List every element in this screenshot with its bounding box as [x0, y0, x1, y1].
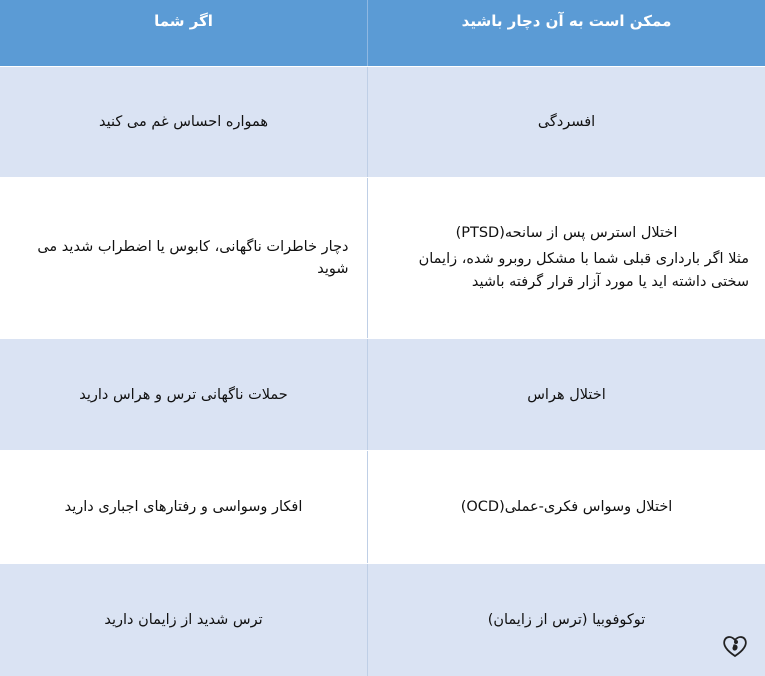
table-row: [0, 66, 765, 177]
condition-block: [384, 222, 749, 294]
symptom-text: حملات ناگهانی ترس و هراس دارید: [79, 386, 288, 403]
condition-note-text: مثلا اگر بارداری قبلی شما با مشکل روبرو شده، زایمان سختی داشته اید یا مورد آزار قرار گرفته باشید: [418, 251, 749, 290]
condition-text: اختلال استرس پس از سانحه(PTSD): [455, 225, 678, 241]
table-row: [0, 338, 765, 450]
condition-cell: [368, 178, 765, 338]
pregnancy-heart-logo-icon: [721, 632, 749, 660]
symptom-text: دچار خاطرات ناگهانی، کابوس یا اضطراب شدید می شوید: [37, 239, 349, 277]
symptom-text: همواره احساس غم می کنید: [99, 114, 268, 130]
header-if-you-label: اگر شما: [154, 12, 213, 30]
symptom-text: افکار وسواسی و رفتارهای اجباری دارید: [64, 499, 303, 515]
condition-text: توکوفوبیا (ترس از زایمان): [487, 612, 646, 628]
symptom-text: ترس شدید از زایمان دارید: [104, 612, 263, 628]
table-row: [0, 177, 765, 338]
condition-cell: [368, 67, 765, 177]
condition-cell: [368, 339, 765, 450]
condition-text: اختلال وسواس فکری-عملی(OCD): [460, 499, 673, 515]
condition-text: اختلال هراس: [527, 386, 606, 403]
condition-cell: [368, 564, 765, 676]
header-cell-you-may-have: [368, 0, 765, 66]
header-cell-if-you: [0, 0, 368, 66]
table-row: [0, 563, 765, 676]
header-you-may-have-label: ممکن است به آن دچار باشید: [461, 12, 672, 30]
table-header: [0, 0, 765, 66]
symptom-cell: [0, 451, 368, 563]
symptom-cell: [0, 178, 368, 338]
symptom-cell: [0, 339, 368, 450]
table-row: [0, 450, 765, 563]
symptom-cell: [0, 67, 368, 177]
condition-text: افسردگی: [537, 114, 596, 130]
symptom-cell: [0, 564, 368, 676]
condition-cell: [368, 451, 765, 563]
